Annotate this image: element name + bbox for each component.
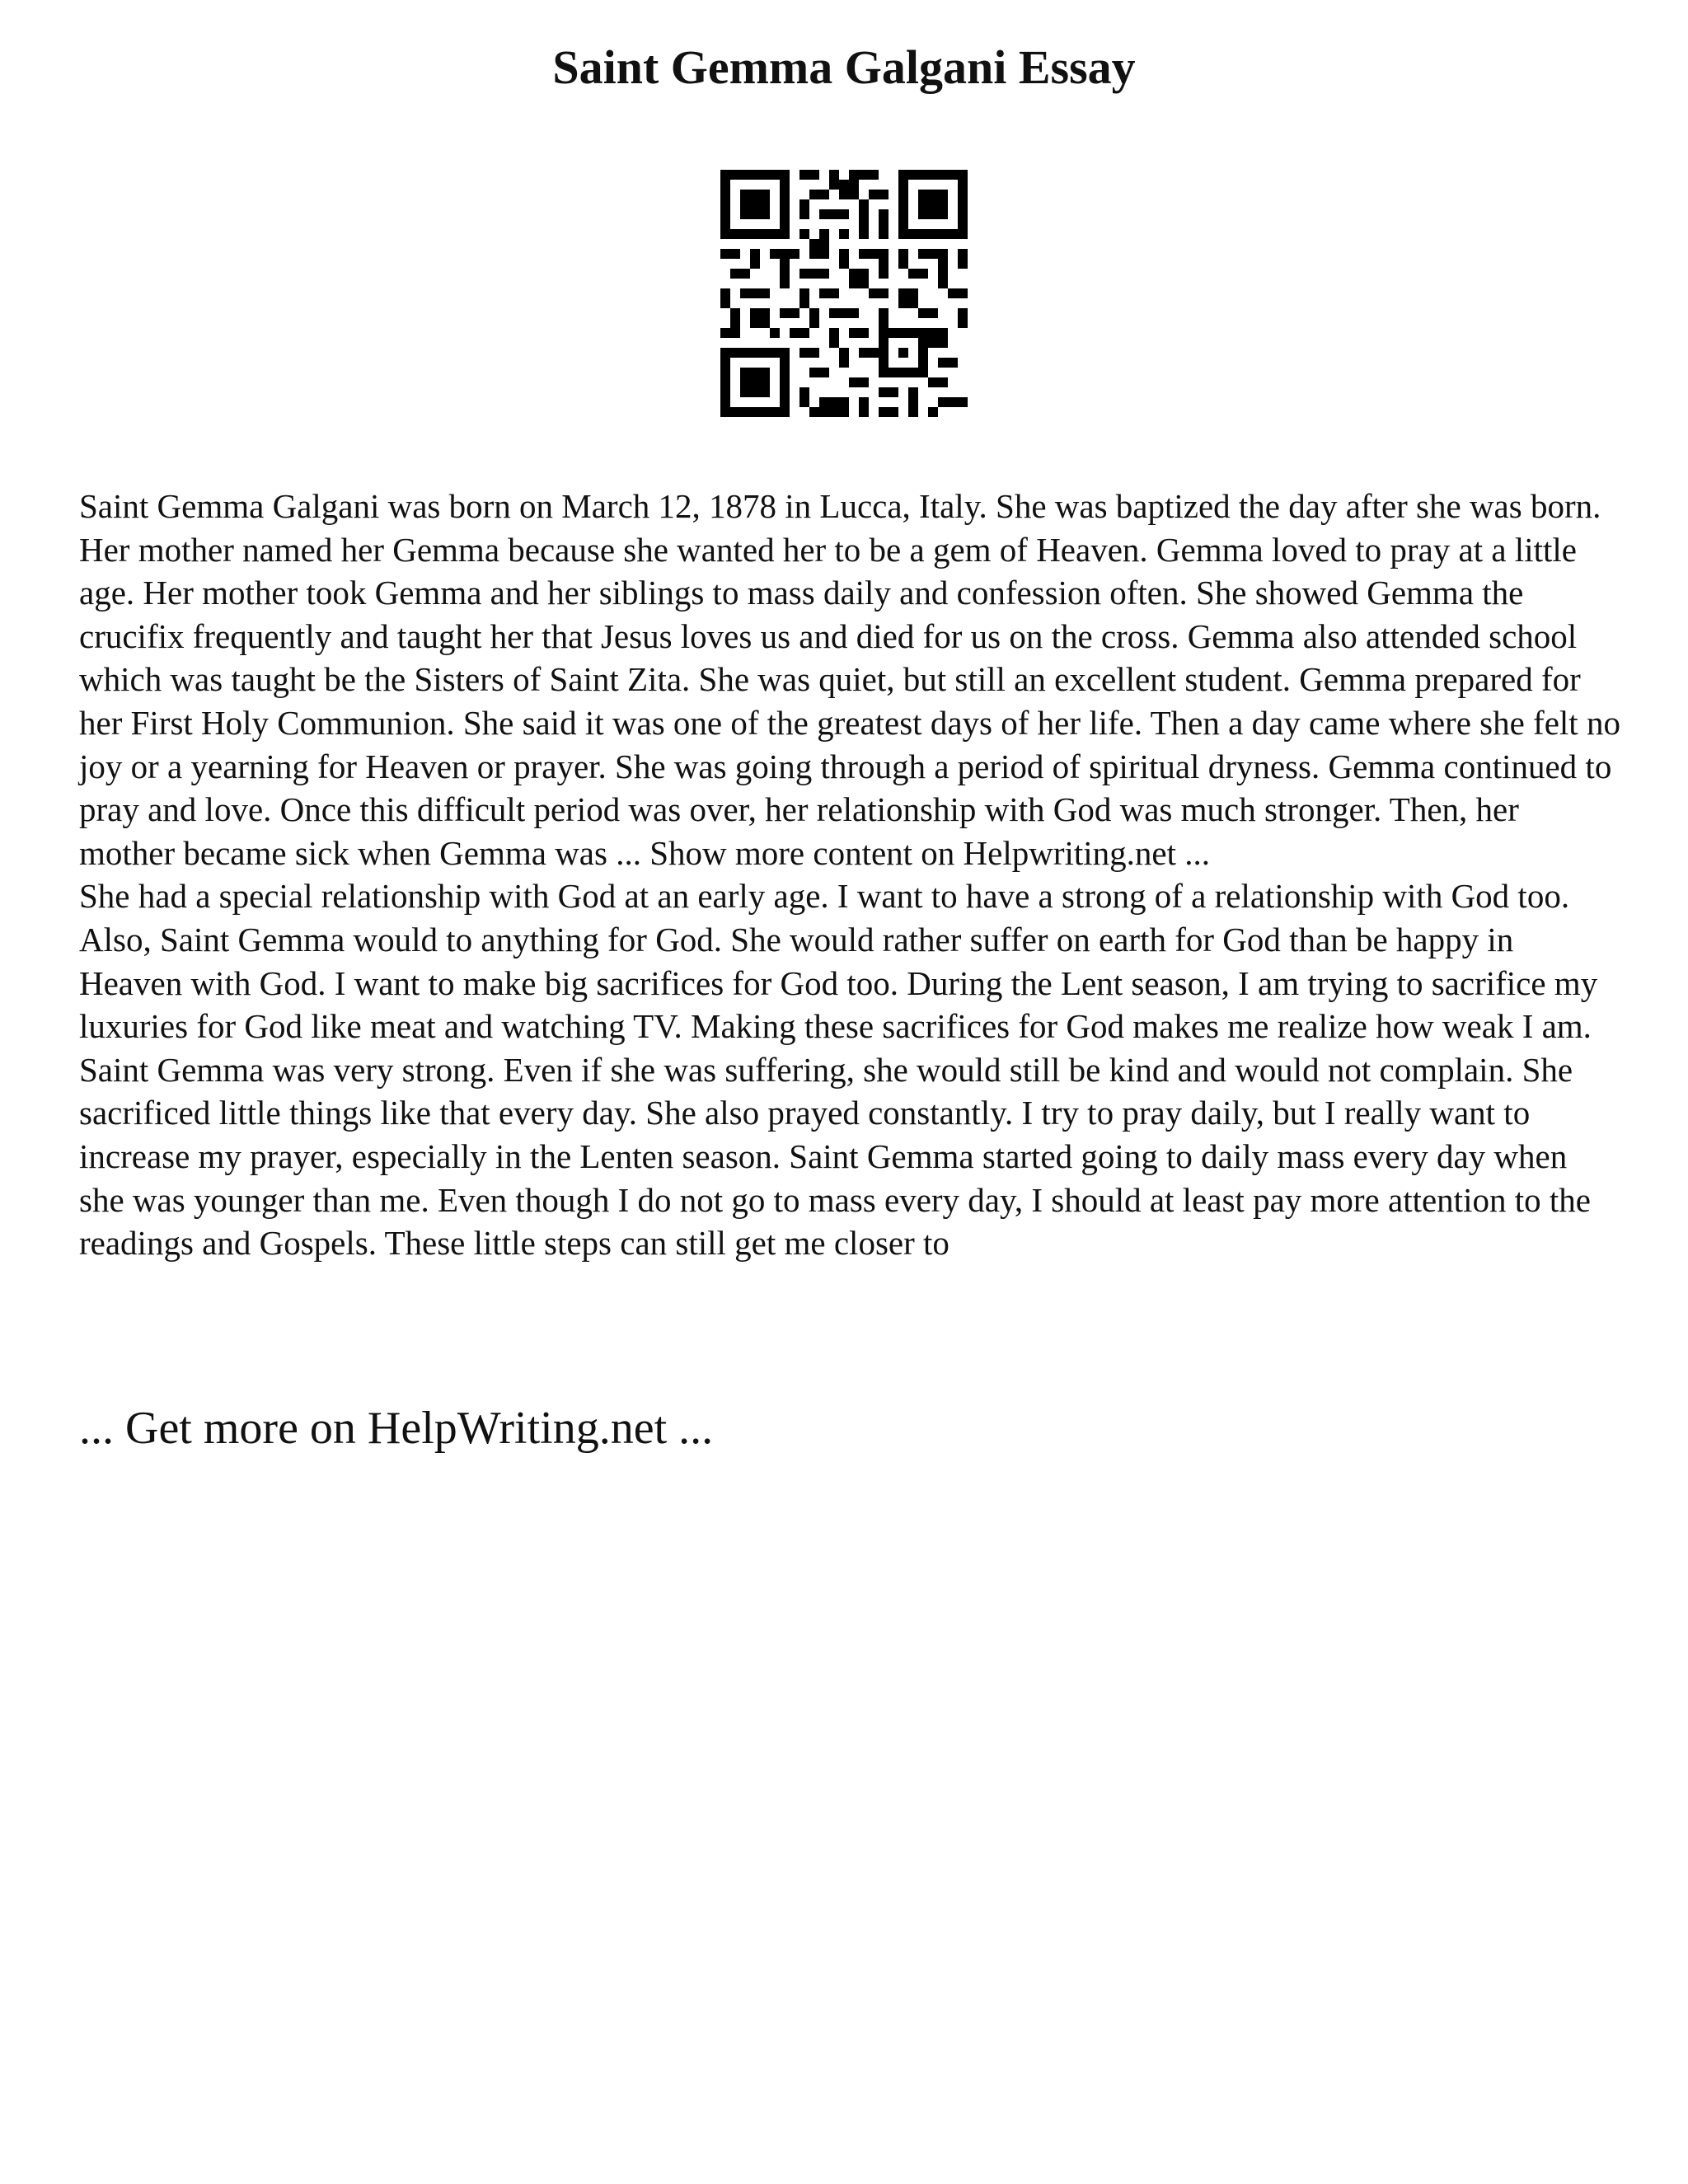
qr-code-icon	[720, 170, 968, 417]
essay-paragraph-1: Saint Gemma Galgani was born on March 12, 1878 in Lucca, Italy. She was baptized the day after she was born. Her mother named her Gemma because she wanted her to be a gem of Heaven. Gemma loved to pray at a little age. Her mother took Gemma and her siblings to mass daily and confession often. She showed Gemma the crucifix frequently and taught her that Jesus loves us and died for us on the cross. Gemma also attended school which was taught be the Sisters of Saint Zita. She was quiet, but still an excellent student. Gemma prepared for her First Holy Communion. She said it was one of the greatest days of her life. Then a day came where she felt no joy or a yearning for Heaven or prayer. She was going through a period of spiritual dryness. Gemma continued to pray and love. Once this difficult period was over, her relationship with God was much stronger. Then, her mother became sick when Gemma was ... Show more content on Helpwriting.net ...	[79, 487, 1620, 872]
get-more-link[interactable]: ... Get more on HelpWriting.net ...	[79, 1403, 714, 1454]
essay-paragraph-2: She had a special relationship with God at an early age. I want to have a strong of a relationship with God too. Also, Saint Gemma would to anything for God. She would rather suffer on earth for God than be happy in Heaven with God. I want to make big sacrifices for God too. During the Lent season, I am trying to sacrifice my luxuries for God like meat and watching TV. Making these sacrifices for God makes me realize how weak I am. Saint Gemma was very strong. Even if she was suffering, she would still be kind and would not complain. She sacrificed little things like that every day. She also prayed constantly. I try to pray daily, but I really want to increase my prayer, especially in the Lenten season. Saint Gemma started going to daily mass every day when she was younger than me. Even though I do not go to mass every day, I should at least pay more attention to the readings and Gospels. These little steps can still get me closer to	[79, 877, 1598, 1263]
essay-body	[79, 485, 1620, 1265]
page-title: Saint Gemma Galgani Essay	[552, 40, 1136, 94]
